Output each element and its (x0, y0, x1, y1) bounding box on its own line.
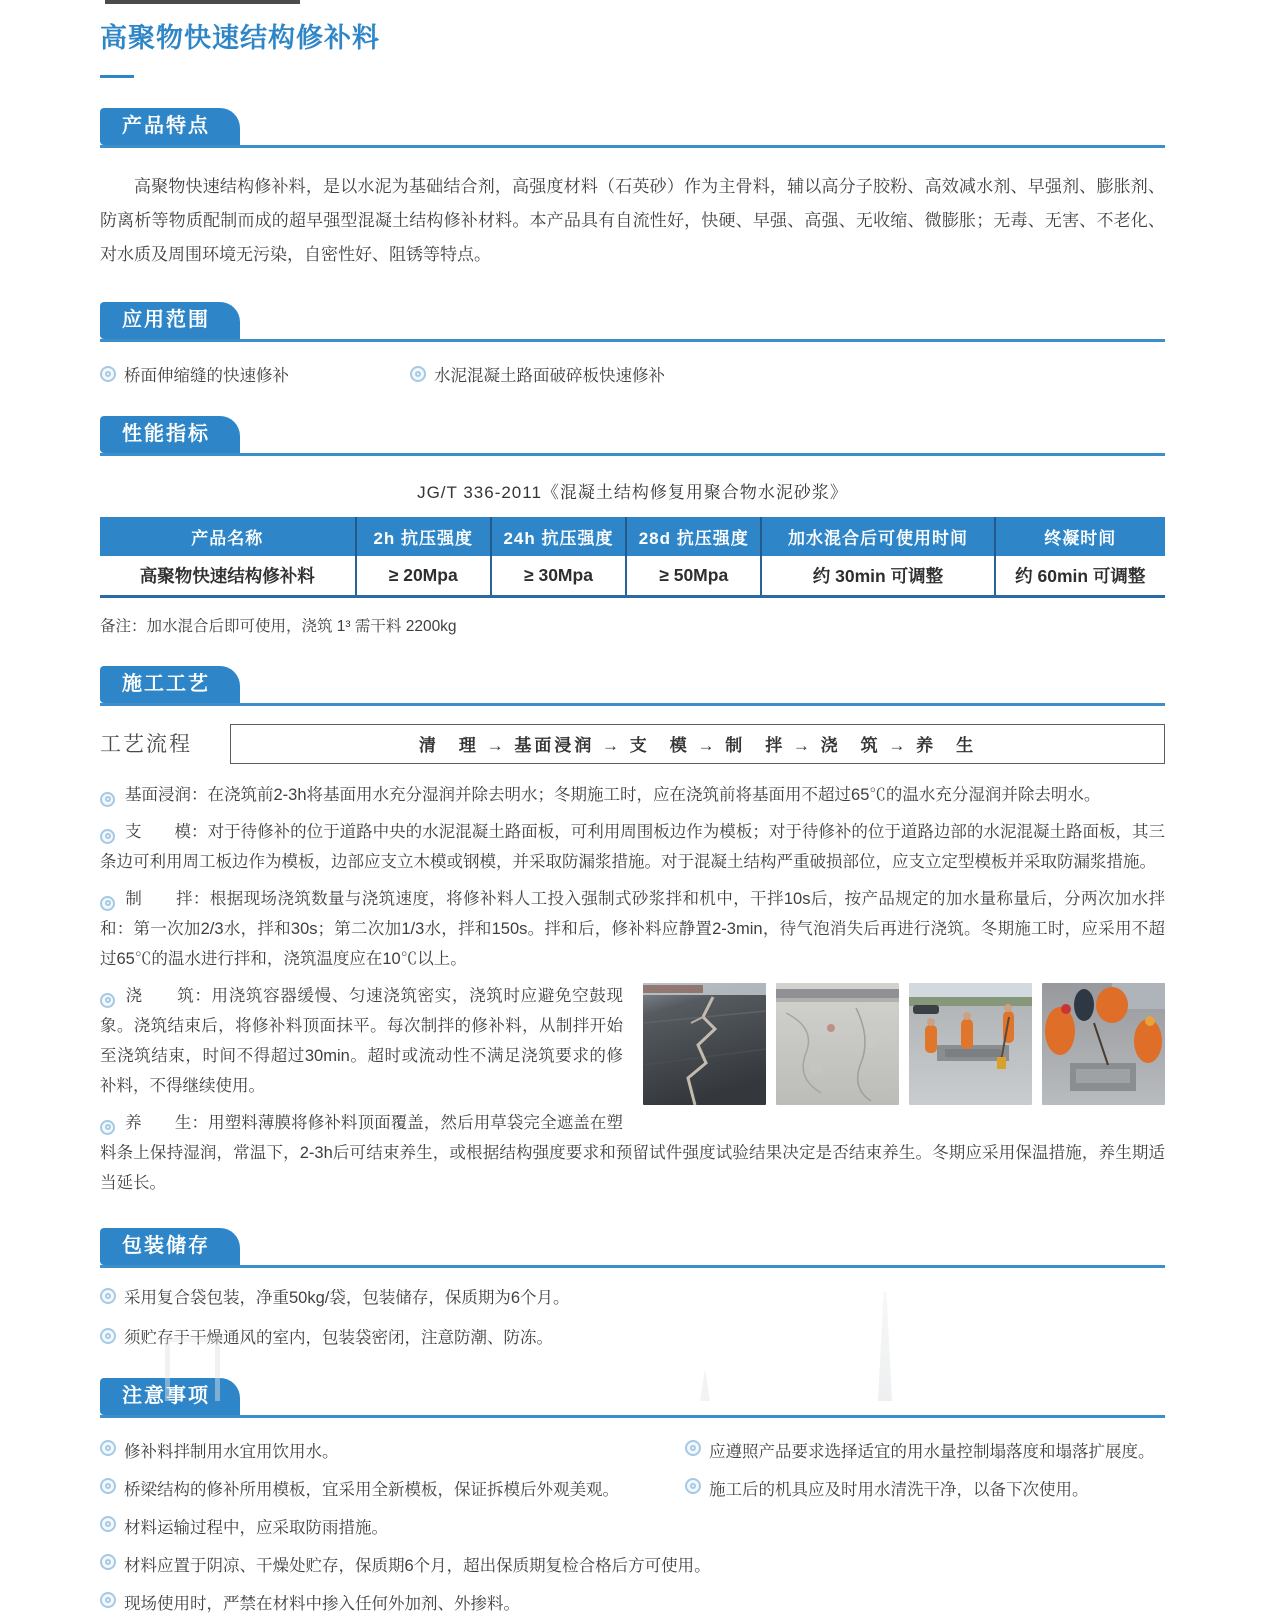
table-header-cell: 产品名称 (100, 517, 356, 556)
section-tab-application: 应用范围 (100, 302, 240, 339)
step-formwork (100, 817, 1165, 877)
precaution-item-label: 施工后的机具应及时用水清洗干净，以备下次使用。 (709, 1481, 1089, 1499)
photo-road-repair-workers (909, 983, 1032, 1105)
precaution-items (100, 1438, 1165, 1614)
section-tab-construction: 施工工艺 (100, 666, 240, 703)
step-label: 基面浸润： (125, 786, 208, 804)
application-item (100, 362, 410, 386)
section-tab-performance: 性能指标 (100, 416, 240, 453)
section-tab-features: 产品特点 (100, 108, 240, 145)
step-text: 根据现场浇筑数量与浇筑速度，将修补料人工投入强制式砂浆拌和机中，干拌10s后，按产品规定的加水量称量后，分两次加水拌和：第一次加2/3水，拌和30s；第二次加1/3水，拌和150s。拌和后，修补料应静置2-3min，待气泡消失后再进行浇筑。冬期施工时，应采用不超过65℃的温水进行拌和，浇筑温度应在10℃以上。 (100, 890, 1166, 968)
double-circle-bullet-icon (100, 366, 116, 382)
section-header-construction (100, 666, 1165, 706)
precaution-item-label: 现场使用时，严禁在材料中掺入任何外加剂、外掺料。 (124, 1595, 520, 1613)
page-top-crop-artifact (105, 0, 300, 4)
section-header-application (100, 302, 1165, 342)
packaging-item (100, 1284, 1165, 1308)
double-circle-bullet-icon (100, 1440, 116, 1456)
features-paragraph: 高聚物快速结构修补料，是以水泥为基础结合剂，高强度材料（石英砂）作为主骨料，辅以高分子胶粉、高效减水剂、早强剂、膨胀剂、防离析等物质配制而成的超早强型混凝土结构修补材料。本产品具有自流性好，快硬、早强、高强、无收缩、微膨胀；无毒、无害、不老化、对水质及周围环境无污染，自密性好、阻锈等特点。 (100, 177, 1165, 264)
precaution-item-label: 桥梁结构的修补所用模板，宜采用全新模板，保证拆模后外观美观。 (124, 1481, 619, 1499)
precaution-item (685, 1438, 1165, 1462)
precaution-item (100, 1438, 685, 1462)
table-cell: ≥ 30Mpa (491, 556, 626, 597)
double-circle-bullet-icon (100, 1516, 116, 1532)
photo-cracked-dark-pavement (643, 983, 766, 1105)
precaution-item-label: 材料应置于阴凉、干燥处贮存，保质期6个月，超出保质期复检合格后方可使用。 (124, 1557, 711, 1575)
step-text: 对于待修补的位于道路中央的水泥混凝土路面板，可利用周围板边作为模板；对于待修补的位于道路边部的水泥混凝土路面板，其三条边可利用周工板边作为模板，边部应支立木模或钢模，并采取防漏浆措施。对于混凝土结构严重破损部位，应支立定型模板并采取防漏浆措施。 (100, 823, 1166, 871)
construction-photos (643, 983, 1165, 1105)
double-circle-bullet-icon (100, 829, 115, 844)
table-cell: 约 30min 可调整 (761, 556, 994, 597)
step-label: 养 生： (125, 1114, 209, 1132)
table-header-row (100, 517, 1165, 556)
double-circle-bullet-icon (685, 1478, 701, 1494)
table-cell: ≥ 20Mpa (356, 556, 491, 597)
process-flow-box: 清 理 → 基面浸润 → 支 模 → 制 拌 → 浇 筑 → 养 生 (230, 724, 1165, 764)
application-item-label: 水泥混凝土路面破碎板快速修补 (434, 367, 665, 385)
step-mixing (100, 884, 1165, 974)
process-flow-label: 工艺流程 (100, 733, 192, 756)
double-circle-bullet-icon (100, 993, 115, 1008)
step-label: 浇 筑： (125, 987, 212, 1005)
table-header-cell: 加水混合后可使用时间 (761, 517, 994, 556)
process-flow-row (100, 724, 1165, 764)
precaution-item (685, 1476, 1165, 1500)
packaging-item (100, 1324, 1165, 1348)
step-pouring (100, 981, 1165, 1101)
table-cell: 高聚物快速结构修补料 (100, 556, 356, 597)
section-header-packaging (100, 1228, 1165, 1268)
construction-steps (100, 780, 1165, 1198)
table-cell: 约 60min 可调整 (995, 556, 1165, 597)
step-text: 在浇筑前2-3h将基面用水充分湿润并除去明水；冬期施工时，应在浇筑前将基面用不超过65℃的温水充分湿润并除去明水。 (207, 786, 1101, 804)
precaution-item (100, 1514, 1165, 1538)
section-header-features (100, 108, 1165, 148)
step-label: 支 模： (125, 823, 208, 841)
road-repair-workers-illustration (909, 983, 1032, 1105)
double-circle-bullet-icon (100, 896, 115, 911)
standard-reference: JG/T 336-2011《混凝土结构修复用聚合物水泥砂浆》 (417, 483, 848, 502)
pavement-repair-closeup-illustration (1042, 983, 1165, 1105)
step-curing (100, 1108, 1165, 1198)
packaging-item-label: 须贮存于干燥通风的室内，包装袋密闭，注意防潮、防冻。 (124, 1329, 553, 1347)
packaging-items (100, 1284, 1165, 1348)
packaging-item-label: 采用复合袋包装，净重50kg/袋，包装储存，保质期为6个月。 (124, 1289, 570, 1307)
double-circle-bullet-icon (410, 366, 426, 382)
step-base-wetting (100, 780, 1165, 810)
precaution-item (100, 1552, 1165, 1576)
application-items (100, 362, 1165, 386)
double-circle-bullet-icon (100, 792, 115, 807)
table-header-cell: 28d 抗压强度 (626, 517, 761, 556)
precaution-item-label: 修补料拌制用水宜用饮用水。 (124, 1443, 339, 1461)
section-tab-packaging: 包装储存 (100, 1228, 240, 1265)
double-circle-bullet-icon (100, 1554, 116, 1570)
double-circle-bullet-icon (100, 1328, 116, 1344)
table-note: 备注：加水混合后即可使用，浇筑 1³ 需干料 2200kg (100, 618, 457, 635)
table-row (100, 556, 1165, 597)
precaution-item-label: 材料运输过程中，应采取防雨措施。 (124, 1519, 388, 1537)
performance-table (100, 517, 1165, 598)
double-circle-bullet-icon (100, 1288, 116, 1304)
application-item-label: 桥面伸缩缝的快速修补 (124, 367, 289, 385)
application-item (410, 362, 665, 386)
section-header-performance (100, 416, 1165, 456)
photo-damaged-concrete-surface (776, 983, 899, 1105)
step-text: 用浇筑容器缓慢、匀速浇筑密实，浇筑时应避免空鼓现象。浇筑结束后，将修补料顶面抹平。每次制拌的修补料，从制拌开始至浇筑结束，时间不得超过30min。超时或流动性不满足浇筑要求的修补料，不得继续使用。 (100, 987, 624, 1095)
step-label: 制 拌： (125, 890, 210, 908)
table-header-cell: 终凝时间 (995, 517, 1165, 556)
table-header-cell: 24h 抗压强度 (491, 517, 626, 556)
table-cell: ≥ 50Mpa (626, 556, 761, 597)
photo-pavement-repair-closeup (1042, 983, 1165, 1105)
step-text: 用塑料薄膜将修补料顶面覆盖，然后用草袋完全遮盖在塑料条上保持湿润，常温下，2-3h后可结束养生，或根据结构强度要求和预留试件强度试验结果决定是否结束养生。冬期应采用保温措施，养生期适当延长。 (100, 1114, 1165, 1192)
double-circle-bullet-icon (100, 1592, 116, 1608)
double-circle-bullet-icon (100, 1478, 116, 1494)
double-circle-bullet-icon (100, 1120, 115, 1135)
title-underline (100, 75, 134, 78)
damaged-concrete-illustration (776, 983, 899, 1105)
section-tab-precautions: 注意事项 (100, 1378, 240, 1415)
table-header-cell: 2h 抗压强度 (356, 517, 491, 556)
cracked-dark-pavement-illustration (643, 983, 766, 1105)
precaution-item-label: 应遵照产品要求选择适宜的用水量控制塌落度和塌落扩展度。 (709, 1443, 1155, 1461)
page-title: 高聚物快速结构修补料 (100, 23, 380, 53)
precaution-item (100, 1590, 1165, 1614)
double-circle-bullet-icon (685, 1440, 701, 1456)
precaution-item (100, 1476, 685, 1500)
section-header-precautions (100, 1378, 1165, 1418)
